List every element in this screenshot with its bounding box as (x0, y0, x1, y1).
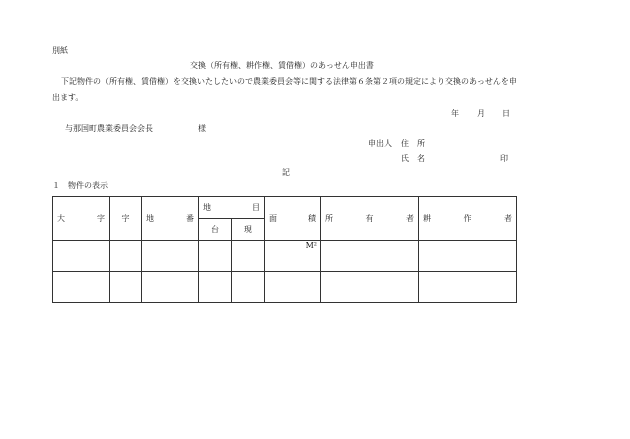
date-day: 日 (502, 109, 510, 118)
header-oaza: 大 字 (53, 197, 110, 241)
date-year: 年 (451, 109, 459, 118)
document-title: 交換（所有権、耕作権、賃借権）のあっせん申出書 (190, 61, 374, 70)
cell-cultivator[interactable] (419, 272, 517, 303)
cell-oaza[interactable] (53, 241, 110, 272)
body-text-line-1: 下記物件の（所有権、賃借権）を交換いたしたいので農業委員会等に関する法律第６条第２項の規定により交換のあっせんを申 (61, 77, 517, 86)
honorific: 様 (198, 124, 206, 133)
cell-owner[interactable] (321, 272, 419, 303)
header-daichou: 台 (199, 219, 232, 241)
addressee: 与那国町農業委員会会長 (65, 124, 153, 133)
header-chimoku: 地 目 (199, 197, 265, 219)
header-aza: 字 (110, 197, 142, 241)
cell-genkyou[interactable] (232, 241, 265, 272)
cell-menseki[interactable] (265, 241, 321, 272)
attachment-label: 別紙 (52, 46, 68, 55)
cell-aza[interactable] (110, 241, 142, 272)
date-month: 月 (477, 109, 485, 118)
table-row (53, 241, 517, 272)
cell-daichou[interactable] (199, 272, 232, 303)
header-cultivator: 耕 作 者 (419, 197, 517, 241)
table-row (53, 272, 517, 303)
name-label: 氏 名 (401, 154, 425, 163)
cell-menseki[interactable] (265, 272, 321, 303)
cell-chiban[interactable] (142, 272, 199, 303)
cell-oaza[interactable] (53, 272, 110, 303)
address-label: 住 所 (401, 139, 425, 148)
header-owner: 所 有 者 (321, 197, 419, 241)
cell-owner[interactable] (321, 241, 419, 272)
area-unit: M² (305, 241, 317, 250)
applicant-label: 申出人 (368, 139, 392, 148)
header-menseki: 面 積 (265, 197, 321, 241)
cell-daichou[interactable] (199, 241, 232, 272)
header-chiban: 地 番 (142, 197, 199, 241)
cell-genkyou[interactable] (232, 272, 265, 303)
header-genkyou: 現 (232, 219, 265, 241)
body-text-line-2: 出ます。 (52, 93, 84, 102)
cell-aza[interactable] (110, 272, 142, 303)
section-heading: １ 物件の表示 (52, 181, 108, 190)
ki-heading: 記 (282, 168, 290, 177)
cell-chiban[interactable] (142, 241, 199, 272)
cell-cultivator[interactable] (419, 241, 517, 272)
seal-mark: 印 (500, 154, 508, 163)
property-table (52, 196, 517, 303)
